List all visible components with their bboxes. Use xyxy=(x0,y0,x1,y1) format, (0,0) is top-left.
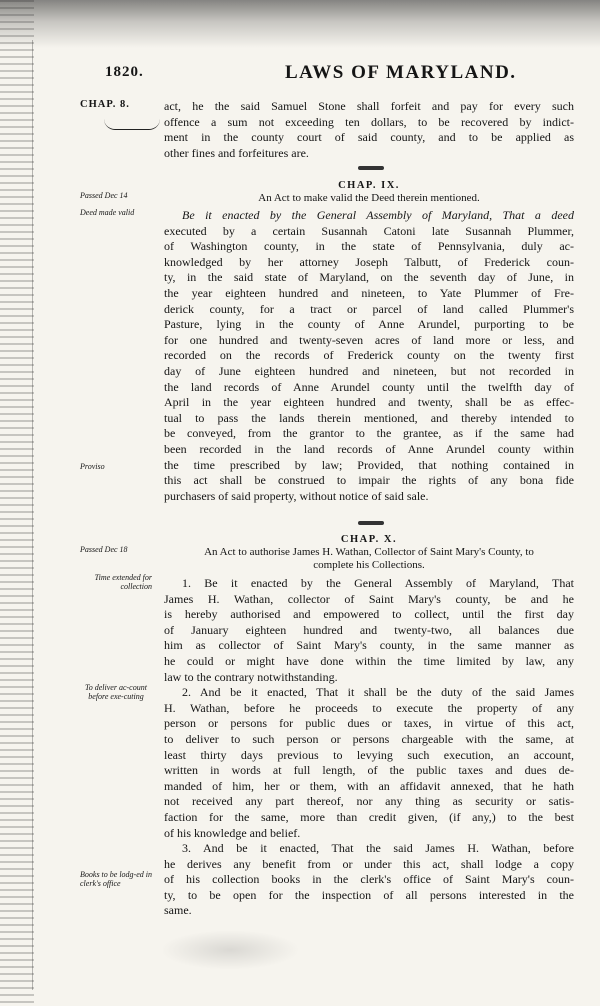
text-line: offence a sum not exceeding ten dollars, to be recovered by indict- xyxy=(164,114,574,129)
text-line: of his knowledge and belief. xyxy=(164,825,301,840)
text-line: ty, in the said state of Maryland, on the seventh day of June, in xyxy=(164,270,574,285)
text-line: recorded on the records of Frederick county on the twenty first xyxy=(164,348,574,363)
note-books: Books to be lodg-ed in clerk's office xyxy=(80,870,152,888)
chap9-side-note: Deed made valid xyxy=(80,208,135,217)
text-line: least thirty days previous to levying such execution, an account, xyxy=(164,747,574,762)
text-line: same. xyxy=(164,903,192,918)
text-line: him as collector of Saint Mary's county, in the same manner as xyxy=(164,638,574,653)
text-line: James H. Wathan, collector of Saint Mary's county, be and he xyxy=(164,591,574,606)
text-line: 1. Be it enacted by the General Assembly of Maryland, That xyxy=(182,576,574,590)
section-ornament xyxy=(358,166,384,170)
text-line: he could or might have done within the time limited by law, any xyxy=(164,653,574,668)
note-to-deliver: To deliver ac-count before exe-cuting xyxy=(85,683,147,701)
text-line: be conveyed, from the grantor to the grantee, as if the same had xyxy=(164,426,574,441)
text-line: been recorded in the land records of Anne Arundel county within xyxy=(164,441,574,456)
title-line: complete his Collections. xyxy=(313,559,425,571)
text-line: day of June eighteen hundred and nineteen, but not recorded in xyxy=(164,363,574,378)
text-line: not received any part thereof, nor any thing as security or satis- xyxy=(164,794,574,809)
note-time-extended: Time extended for collection xyxy=(94,573,152,591)
scan-binding-edge xyxy=(0,0,34,1006)
text-line: ment in the county court of said county, and to be applied as xyxy=(164,130,574,145)
chap9-title: An Act to make valid the Deed therein mentioned. xyxy=(258,192,480,204)
chap8-label: CHAP. 8. xyxy=(80,99,130,110)
text-line: 2. And be it enacted, That it shall be the duty of the said James xyxy=(182,685,574,700)
text-line: for one hundred and twenty-seven acres of land more or less, and xyxy=(164,332,574,347)
chap9-proviso-note: Proviso xyxy=(80,462,105,471)
margin-brace xyxy=(104,119,160,130)
text-line: is hereby authorised and empowered to collect, until the first day xyxy=(164,607,574,622)
scan-smudge xyxy=(160,930,300,970)
text-line: ty, to be open for the inspection of all persons interested in the xyxy=(164,887,574,902)
chap8-text xyxy=(164,99,574,161)
text-line: to deliver to such person or persons chargeable with the same, at xyxy=(164,731,574,746)
text-line: law to the contrary notwithstanding. xyxy=(164,669,338,684)
chap9-text xyxy=(164,208,574,504)
text-line: of January eighteen hundred and twenty-two, all balances due xyxy=(164,622,574,637)
text-line: he derives any benefit from or under this act, shall lodge a copy xyxy=(164,856,574,871)
text-line: the time prescribed by law; Provided, that nothing contained in xyxy=(164,457,574,472)
text-line: written in words at full length, of the public taxes and dues de- xyxy=(164,763,574,778)
text-line: Be it enacted by the General Assembly of Maryland, That a deed xyxy=(182,208,574,222)
page-number: 1820. xyxy=(105,64,144,80)
section-ornament xyxy=(358,521,384,525)
chap10-passed-note: Passed Dec 18 xyxy=(80,545,128,554)
text-line: of Washington county, in the state of Pennsylvania, duly ac- xyxy=(164,239,574,254)
text-line: the land records of Anne Arundel county until the twelfth day of xyxy=(164,379,574,394)
text-line: knowledged by her attorney Joseph Talbutt, of Frederick coun- xyxy=(164,254,574,269)
chap10-title xyxy=(164,546,574,572)
title-line: An Act to authorise James H. Wathan, Collector of Saint Mary's County, to xyxy=(204,546,534,558)
chap9-passed-note: Passed Dec 14 xyxy=(80,191,128,200)
text-line: the year eighteen hundred and nineteen, to Yate Plummer of Fre- xyxy=(164,285,574,300)
text-line: April in the year eighteen hundred and twenty, shall be as effec- xyxy=(164,395,574,410)
running-title: LAWS OF MARYLAND. xyxy=(285,62,517,83)
text-line: person or persons for public dues or taxes, in virtue of this act, xyxy=(164,716,574,731)
chap9-heading: CHAP. IX. xyxy=(338,180,400,191)
text-line: 3. And be it enacted, That the said James H. Wathan, before xyxy=(182,841,574,856)
text-line: executed by a certain Susannah Catoni late Susannah Plummer, xyxy=(164,223,574,238)
text-line: this act shall be construed to impair the rights of any bona fide xyxy=(164,473,574,488)
text-line: act, he the said Samuel Stone shall forfeit and pay for every such xyxy=(164,99,574,113)
text-line: derick county, for a tract or parcel of land called Plummer's xyxy=(164,301,574,316)
text-line: other fines and forfeitures are. xyxy=(164,145,309,160)
chap10-text xyxy=(164,576,574,919)
text-line: manded of him, her or them, with an affidavit annexed, that he hath xyxy=(164,778,574,793)
gutter-line xyxy=(32,40,33,990)
scan-shadow-top xyxy=(0,0,600,48)
page-header xyxy=(105,64,575,90)
text-line: faction for the same, more than credit given, (if any,) to the best xyxy=(164,809,574,824)
text-line: Pasture, lying in the county of Anne Arundel, purporting to be xyxy=(164,317,574,332)
text-line: purchasers of said property, without notice of said sale. xyxy=(164,488,429,503)
text-line: H. Wathan, before he proceeds to execute the property of any xyxy=(164,700,574,715)
text-line: of his collection books in the clerk's office of Saint Mary's coun- xyxy=(164,872,574,887)
chap10-heading: CHAP. X. xyxy=(340,534,398,545)
text-line: tual to pass the lands therein mentioned, and thereby intended to xyxy=(164,410,574,425)
